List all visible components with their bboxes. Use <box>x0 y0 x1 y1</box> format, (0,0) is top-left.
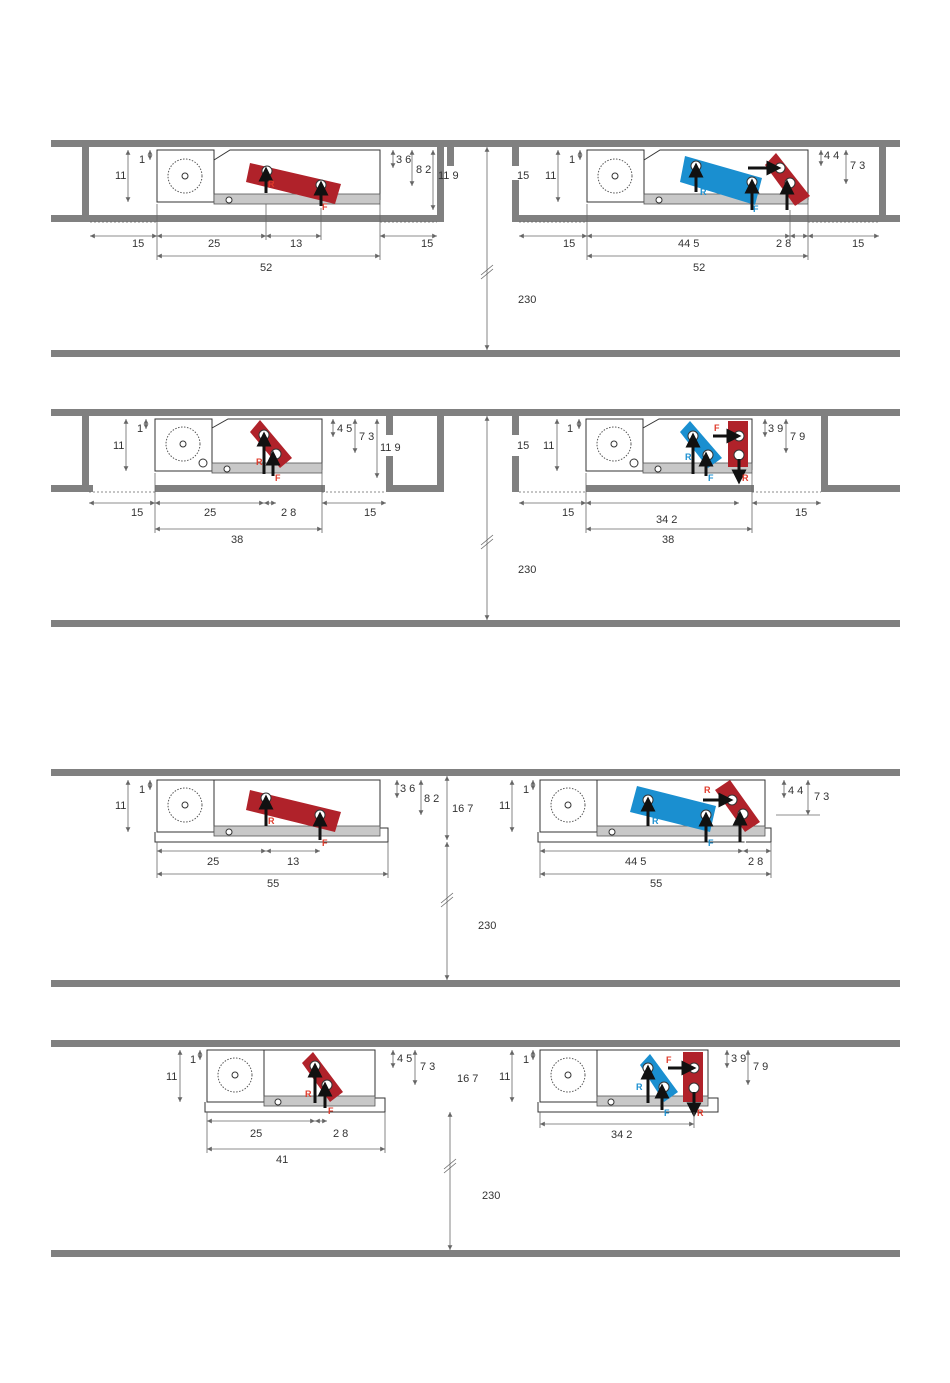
label-f: F <box>708 473 714 483</box>
dim-w-total: 41 <box>276 1154 289 1166</box>
dim-height: 230 <box>482 1190 501 1202</box>
dim-w2: 44 5 <box>625 856 647 868</box>
dim-h-total: 11 <box>499 1071 511 1083</box>
dim-d2: 7 3 <box>814 791 830 803</box>
rail <box>214 194 380 204</box>
dim-w4: 15 <box>364 507 377 519</box>
dim-h-total: 11 <box>545 170 557 182</box>
dim-h-total: 11 <box>115 170 127 182</box>
dim-d3: 16 7 <box>452 803 474 815</box>
dim-d1: 3 9 <box>731 1053 747 1065</box>
dim-d3: 11 9 <box>380 442 401 454</box>
trench-wall <box>512 180 519 215</box>
label-r: R <box>652 816 659 826</box>
dim-height: 230 <box>518 564 537 576</box>
label-f: F <box>753 204 759 214</box>
dim-d2: 7 3 <box>359 431 375 443</box>
label-r: R <box>256 457 263 467</box>
dim-gap: 15 <box>517 440 530 452</box>
dim-w-total: 38 <box>231 534 244 546</box>
label-f2: F <box>790 204 796 214</box>
convector-unit-right <box>586 419 752 483</box>
dim-d1: 3 6 <box>400 783 416 795</box>
section-4 <box>51 1040 900 1257</box>
dim-w1: 15 <box>132 238 145 250</box>
trench-bottom-right <box>512 215 900 222</box>
dim-w1: 15 <box>563 238 576 250</box>
floor-bottom-line <box>51 350 900 357</box>
dim-height: 230 <box>478 920 497 932</box>
dim-h-total: 11 <box>115 800 127 812</box>
dim-h-total: 11 <box>499 800 511 812</box>
dim-w2: 44 5 <box>678 238 700 250</box>
dim-d1: 4 4 <box>788 785 804 797</box>
dim-d1: 3 9 <box>768 423 784 435</box>
label-f2: F <box>744 838 750 848</box>
label-r: R <box>636 1082 643 1092</box>
dim-d1: 4 4 <box>824 150 840 162</box>
label-f: F <box>322 838 328 848</box>
label-f: F <box>322 202 328 212</box>
label-r2: R <box>697 1108 704 1118</box>
dim-w2: 25 <box>207 856 220 868</box>
fan-box <box>587 150 644 202</box>
dim-h-step: 1 <box>190 1054 197 1066</box>
dim-d3: 11 9 <box>438 170 459 182</box>
dim-d3: 16 7 <box>457 1073 479 1085</box>
section-3 <box>51 769 900 987</box>
trench-wall <box>512 147 519 166</box>
dim-d2: 7 9 <box>790 431 806 443</box>
trench-wall <box>879 147 886 215</box>
dim-d2: 7 9 <box>753 1061 769 1073</box>
floor-top-line <box>51 140 900 147</box>
dim-w3: 2 8 <box>776 238 792 250</box>
dim-h-total: 11 <box>113 440 125 452</box>
section-1 <box>51 140 900 357</box>
convector-unit-left <box>205 1050 385 1116</box>
label-f: F <box>708 838 714 848</box>
label-r2: R <box>742 473 749 483</box>
label-r: R <box>305 1089 312 1099</box>
dim-w1: 15 <box>562 507 575 519</box>
dim-h-step: 1 <box>523 1054 530 1066</box>
dim-height: 230 <box>518 294 537 306</box>
pipe-red <box>715 780 760 832</box>
dim-w-total: 38 <box>662 534 675 546</box>
dim-w4: 15 <box>852 238 865 250</box>
dim-h-step: 1 <box>567 423 574 435</box>
dim-w4: 15 <box>795 507 808 519</box>
dim-d1: 4 5 <box>397 1053 413 1065</box>
convector-unit-left <box>157 150 380 212</box>
dim-gap: 15 <box>517 170 530 182</box>
dim-w-total: 52 <box>693 262 706 274</box>
dim-d2: 8 2 <box>416 164 432 176</box>
trench-bottom-left <box>51 215 444 222</box>
label-r-top: R <box>704 785 711 795</box>
dim-w-total: 55 <box>650 878 663 890</box>
dim-d2: 7 3 <box>420 1061 436 1073</box>
dim-h-step: 1 <box>139 154 146 166</box>
fan-box <box>157 150 214 202</box>
label-r: R <box>700 187 707 197</box>
dim-d1: 3 6 <box>396 154 412 166</box>
dim-w3: 2 8 <box>748 856 764 868</box>
label-f: F <box>328 1106 334 1116</box>
label-r: R <box>685 452 692 462</box>
dim-w3: 13 <box>287 856 300 868</box>
convector-unit-left <box>155 419 322 483</box>
dim-w2: 25 <box>204 507 217 519</box>
dim-h-total: 11 <box>543 440 555 452</box>
label-f-top: F <box>714 423 720 433</box>
dim-w-total: 55 <box>267 878 280 890</box>
label-f-top: F <box>666 1055 672 1065</box>
label-r: R <box>268 816 275 826</box>
convector-unit-right <box>587 150 810 214</box>
section-2 <box>51 409 900 627</box>
dim-h-total: 11 <box>166 1071 178 1083</box>
dim-h-step: 1 <box>523 784 530 796</box>
label-r: R <box>268 179 275 189</box>
dim-w3: 2 8 <box>333 1128 349 1140</box>
label-f: F <box>664 1108 670 1118</box>
trench-wall <box>447 147 454 166</box>
dim-w-total: 52 <box>260 262 273 274</box>
convector-unit-right <box>538 1050 718 1118</box>
dim-w2: 34 2 <box>656 514 678 526</box>
dim-w1: 15 <box>131 507 144 519</box>
dim-h-step: 1 <box>137 423 144 435</box>
dim-w3: 13 <box>290 238 303 250</box>
dim-d1: 4 5 <box>337 423 353 435</box>
pipe-blue <box>640 1054 678 1102</box>
dim-w4: 15 <box>421 238 434 250</box>
convector-unit-left <box>155 780 388 848</box>
dim-w2: 25 <box>250 1128 263 1140</box>
dim-w2: 34 2 <box>611 1129 633 1141</box>
trench-wall <box>82 147 89 215</box>
label-f: F <box>275 473 281 483</box>
dim-h-step: 1 <box>569 154 576 166</box>
dim-d2: 7 3 <box>850 160 866 172</box>
dim-w2: 25 <box>208 238 221 250</box>
dim-d2: 8 2 <box>424 793 440 805</box>
dim-w3: 2 8 <box>281 507 297 519</box>
convector-unit-right <box>538 780 771 848</box>
dim-h-step: 1 <box>139 784 146 796</box>
